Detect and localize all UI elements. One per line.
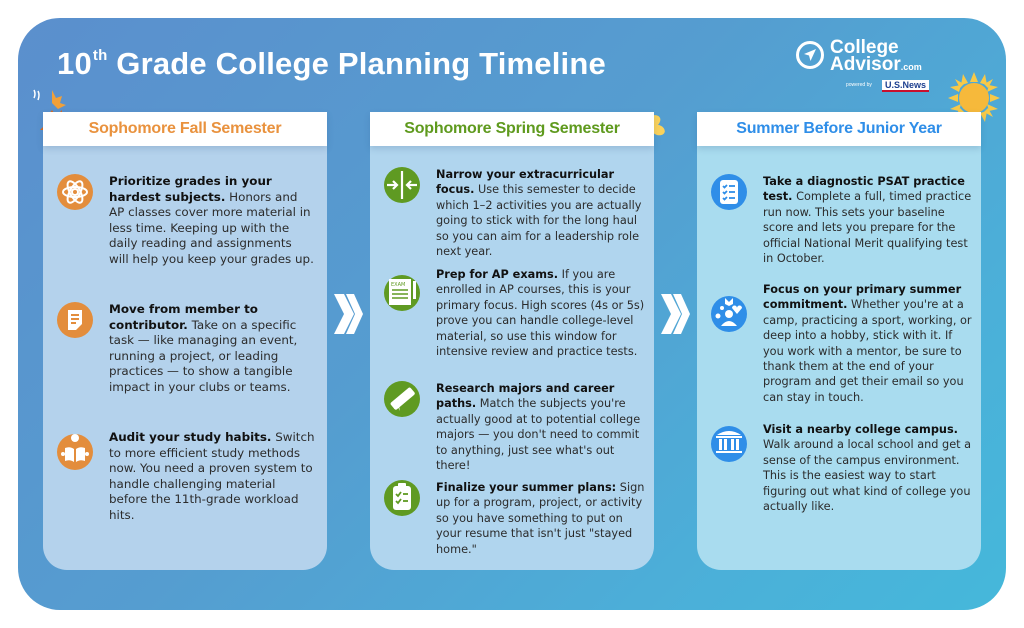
page-title: 10th Grade College Planning Timeline — [57, 46, 606, 81]
interests-person-icon — [711, 296, 747, 332]
column-summer-before-junior-year: Summer Before Junior Year Take a diagnostic PSAT practice test. Complete a full, timed practice run now. This sets your baseline score and lets you prepare for the official National Merit qualifying test in October. Focus on your primary summer commitment. Whether you're at a camp, practicing a sport, working, or deep into a hobby, stick with it. If you work with a mentor, be sure to thank them at the end of your program and get their email so you can stay in touch. Visit a nearby college campus. Walk around a local school and get a sense of the campus environment. This is the easiest way to start figuring out what kind of college you actually like. — [697, 112, 981, 570]
column-header: Summer Before Junior Year — [697, 112, 981, 146]
column-fall-semester: Sophomore Fall Semester Prioritize grades in your hardest subjects. Honors and AP classes cover more material in less time. Keeping up with the daily reading and assignments will help you keep your grades up. Move from member to contributor. Take on a specific task — like managing an event, running a project, or leading practices — to show a tangible impact in your clubs or teams. Audit your study habits. Switch to more efficient study methods now. You need a proven system to handle challenging material before the 11th-grade workload hits. — [43, 112, 327, 570]
exam-icon — [384, 275, 420, 311]
checklist-icon — [711, 174, 747, 210]
college-building-icon — [711, 426, 747, 462]
svg-text:EXAM: EXAM — [391, 282, 406, 288]
narrow-focus-icon — [384, 167, 420, 203]
next-arrow-icon — [332, 292, 364, 336]
column-header: Sophomore Fall Semester — [43, 112, 327, 146]
compass-arrow-icon — [796, 41, 824, 69]
next-arrow-icon — [659, 292, 691, 336]
column-spring-semester: Sophomore Spring Semester Narrow your extracurricular focus. Use this semester to decide which 1–2 activities you are actually going to stick with for the long haul so you can aim for a leadership role next year. EXAM Prep for AP exams. If you are enrolled in AP courses, this is your primary focus. High scores (4s or 5s) prove you can handle college-level material, so use this window for intensive review and practice tests. Research majors and career paths. Match the subjects you're actually good at to potential college majors — you don't need to commit to anything, just see what's out there! Finalize your summer plans: Sign up for a program, project, or activity so you have something to put on your resume that isn't just "stayed home." — [370, 112, 654, 570]
document-icon — [57, 302, 93, 338]
column-header: Sophomore Spring Semester — [370, 112, 654, 146]
diploma-icon — [384, 381, 420, 417]
clipboard-checklist-icon — [384, 480, 420, 516]
atom-icon — [57, 174, 93, 210]
college-advisor-logo: College Advisor.com powered by U.S.News — [796, 38, 946, 94]
reading-student-icon — [57, 434, 93, 470]
usnews-logo: U.S.News — [882, 80, 929, 92]
